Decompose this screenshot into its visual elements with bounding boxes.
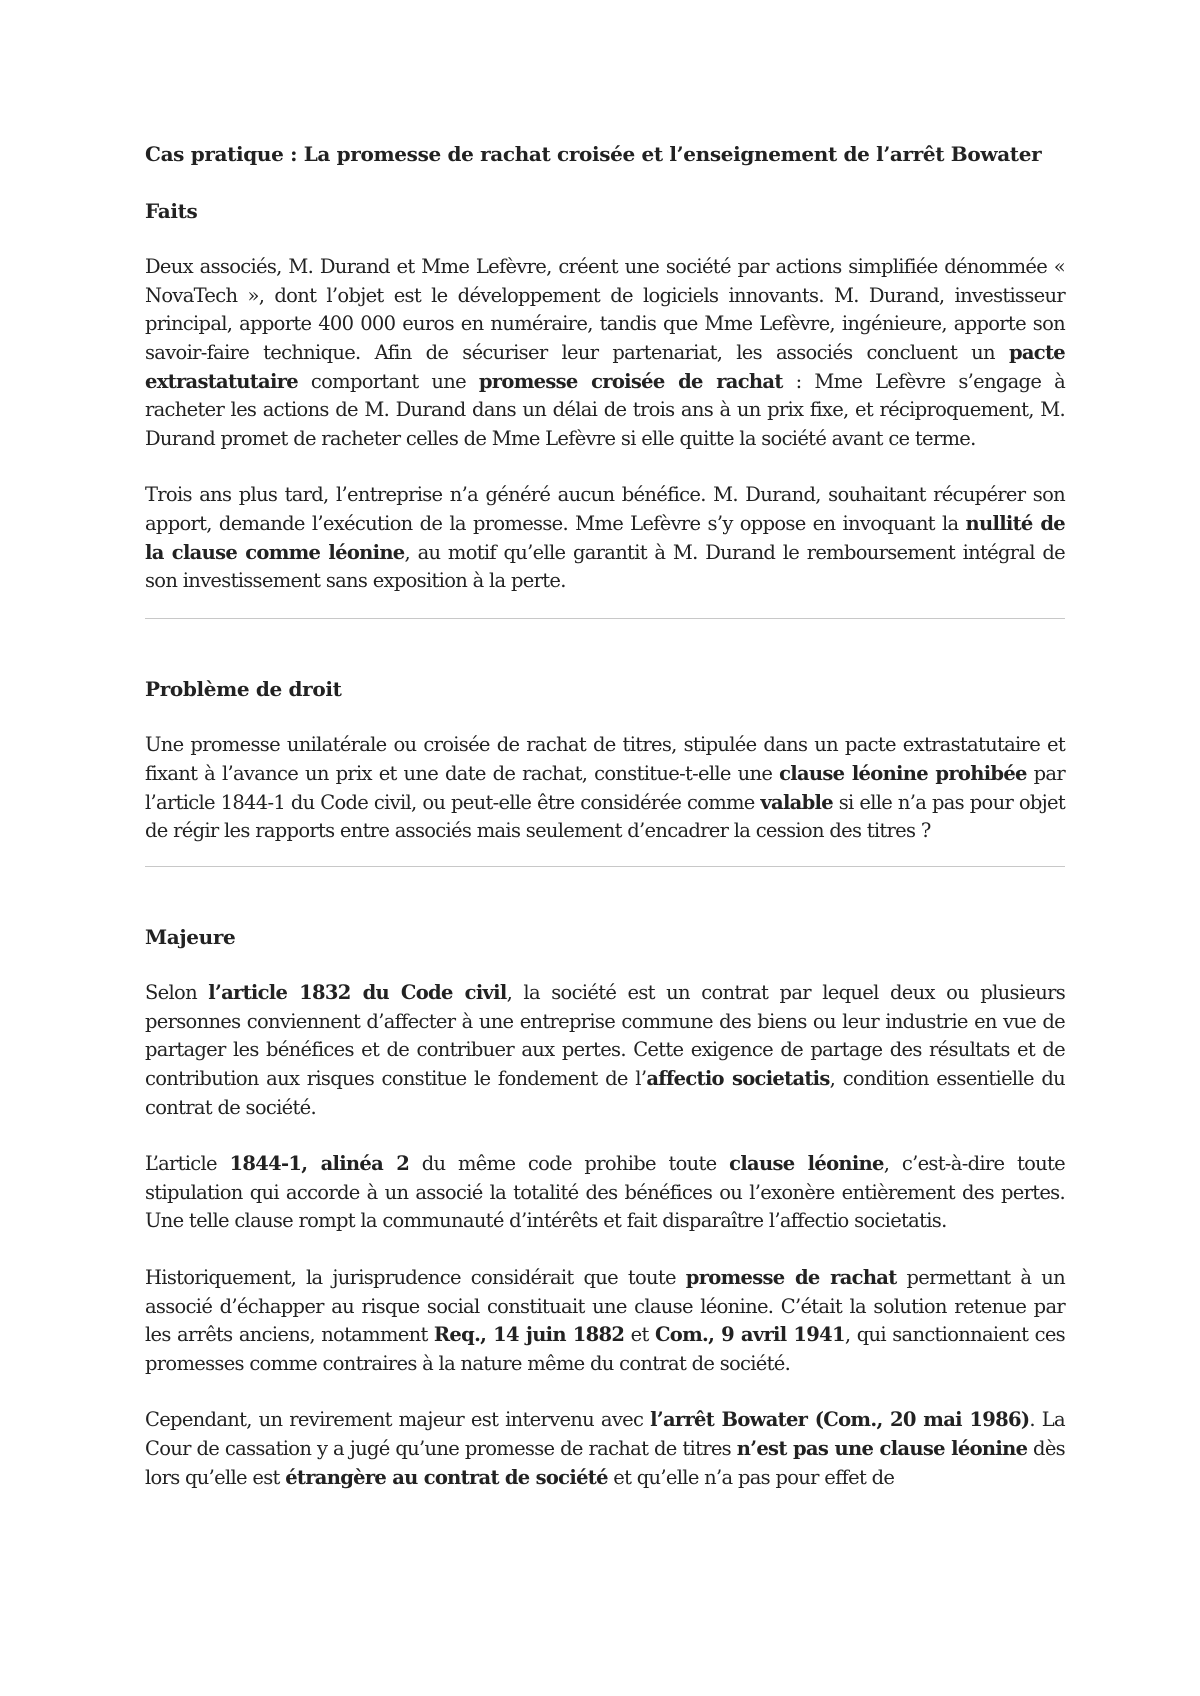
majeure-paragraph-4: Cependant, un revirement majeur est intervenu avec l’arrêt Bowater (Com., 20 mai 1986). La Cour de cassation y a jugé qu’une promesse de rachat de titres n’est pas une clause léonine dès lors qu’elle est étrangère au contrat de société et qu’elle n’a pas pour effet de bbox=[145, 1408, 1065, 1489]
faits-paragraph-2: Trois ans plus tard, l’entreprise n’a généré aucun bénéfice. M. Durand, souhaitant récupérer son apport, demande l’exécution de la promesse. Mme Lefèvre s’y oppose en invoquant la nullité de la clause comme léonine, au motif qu’elle garantit à M. Durand le remboursement intégral de son investissement sans exposition à la perte. bbox=[145, 483, 1065, 593]
heading-majeure: Majeure bbox=[145, 924, 236, 949]
document-body bbox=[145, 140, 1065, 1492]
heading-probleme: Problème de droit bbox=[145, 676, 342, 701]
majeure-paragraph-3: Historiquement, la jurisprudence considérait que toute promesse de rachat permettant à un associé d’échapper au risque social constituait une clause léonine. C’était la solution retenue par les arrêts anciens, notamment Req., 14 juin 1882 et Com., 9 avril 1941, qui sanctionnaient ces promesses comme contraires à la nature même du contrat de société. bbox=[145, 1266, 1065, 1375]
faits-paragraph-1: Deux associés, M. Durand et Mme Lefèvre, créent une société par actions simplifiée dénommée « NovaTech », dont l’objet est le développement de logiciels innovants. M. Durand, investisseur principal, apporte 400 000 euros en numéraire, tandis que Mme Lefèvre, ingénieure, apporte son savoir-faire technique. Afin de sécuriser leur partenariat, les associés concluent un pacte extrastatutaire comportant une promesse croisée de rachat : Mme Lefèvre s’engage à racheter les actions de M. Durand dans un délai de trois ans à un prix fixe, et réciproquement, M. Durand promet de racheter celles de Mme Lefèvre si elle quitte la société avant ce terme. bbox=[145, 255, 1066, 450]
document-title: Cas pratique : La promesse de rachat croisée et l’enseignement de l’arrêt Bowater bbox=[145, 142, 1042, 166]
probleme-paragraph: Une promesse unilatérale ou croisée de rachat de titres, stipulée dans un pacte extrastatutaire et fixant à l’avance un prix et une date de rachat, constitue-t-elle une clause léonine prohibée par l’article 1844-1 du Code civil, ou peut-elle être considérée comme valable si elle n’a pas pour objet de régir les rapports entre associés mais seulement d’encadrer la cession des titres ? bbox=[145, 733, 1065, 843]
heading-faits: Faits bbox=[145, 198, 198, 223]
majeure-paragraph-2: L’article 1844-1, alinéa 2 du même code prohibe toute clause léonine, c’est-à-dire toute stipulation qui accorde à un associé la totalité des bénéfices ou l’exonère entièrement des pertes. Une telle clause rompt la communauté d’intérêts et fait disparaître l’affectio societatis. bbox=[145, 1152, 1065, 1233]
majeure-paragraph-1: Selon l’article 1832 du Code civil, la société est un contrat par lequel deux ou plusieurs personnes conviennent d’affecter à une entreprise commune des biens ou leur industrie en vue de partager les bénéfices et de contribuer aux pertes. Cette exigence de partage des résultats et de contribution aux risques constitue le fondement de l’affectio societatis, condition essentielle du contrat de société. bbox=[145, 981, 1066, 1119]
